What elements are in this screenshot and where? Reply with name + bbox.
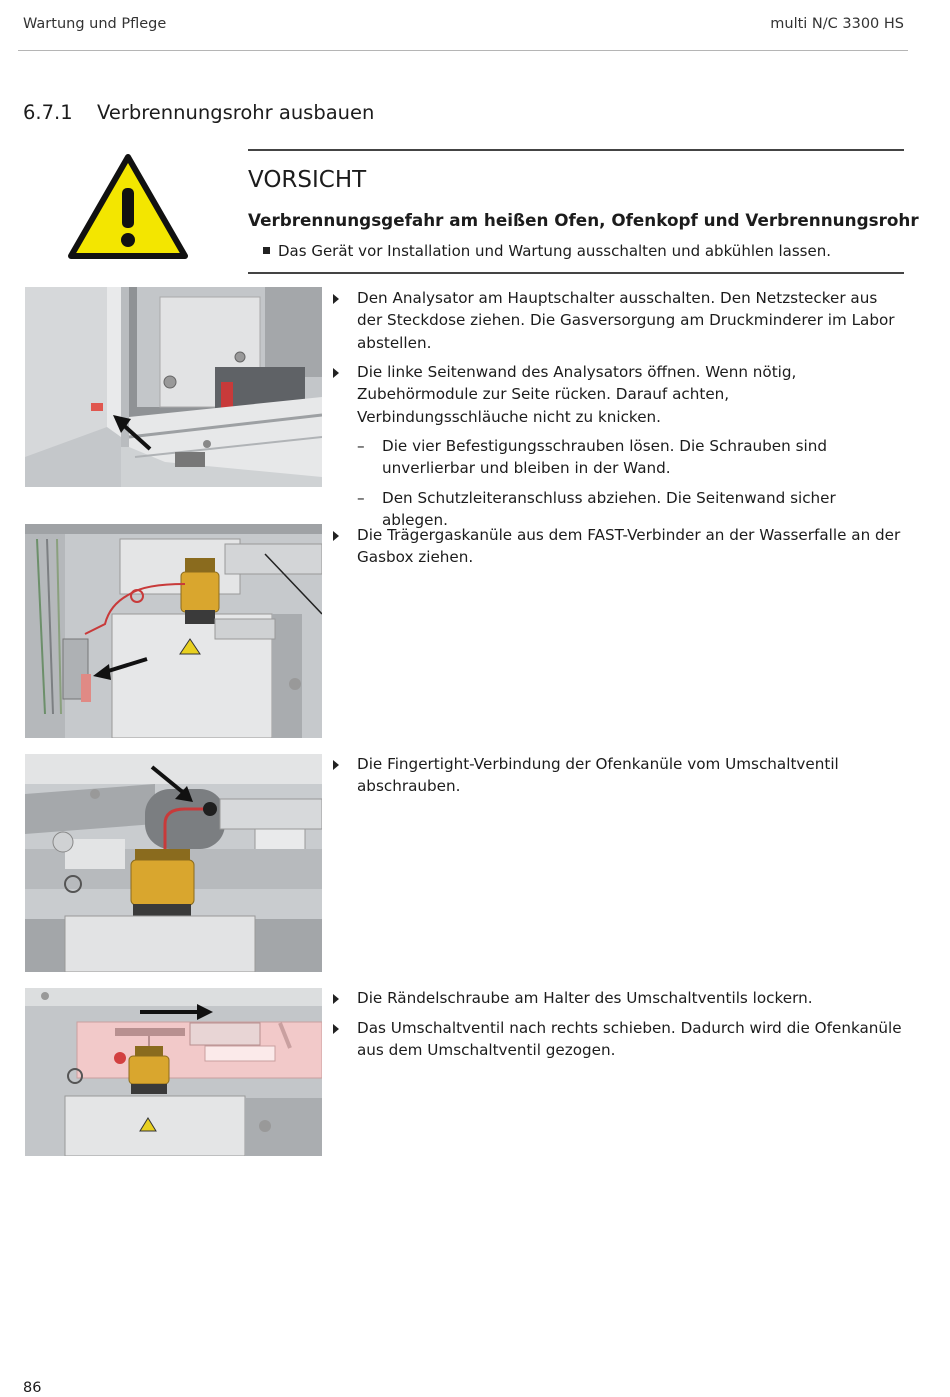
step-text: Das Umschaltventil nach rechts schieben. Dadurch wird die Ofenkanüle aus dem Umschaltventil gezogen. bbox=[357, 1019, 902, 1060]
photo-switching-valve bbox=[25, 988, 322, 1156]
step-triangle-icon bbox=[333, 294, 339, 304]
step-triangle-icon bbox=[333, 531, 339, 541]
instruction-step bbox=[357, 361, 905, 428]
page-number: 86 bbox=[23, 1380, 42, 1396]
warning-triangle-icon bbox=[68, 154, 188, 260]
photo-carrier-gas-cannula bbox=[25, 524, 322, 738]
step-text: Die Rändelschraube am Halter des Umschaltventils lockern. bbox=[357, 989, 813, 1007]
square-bullet-icon bbox=[263, 247, 270, 254]
photo-fingertight-connection bbox=[25, 754, 322, 972]
photo-side-wall bbox=[25, 287, 322, 487]
step-text: Die Fingertight-Verbindung der Ofenkanüle vom Umschaltventil abschrauben. bbox=[357, 755, 839, 796]
running-header-product: multi N/C 3300 HS bbox=[770, 16, 904, 32]
warning-top-rule bbox=[248, 149, 904, 151]
warning-bullet bbox=[263, 242, 831, 260]
instruction-step bbox=[357, 987, 905, 1009]
warning-bottom-rule bbox=[248, 272, 904, 274]
warning-subheading: Verbrennungsgefahr am heißen Ofen, Ofenkopf und Verbrennungsrohr bbox=[248, 210, 919, 230]
dash-marker: – bbox=[357, 489, 365, 507]
instruction-step bbox=[357, 753, 905, 798]
section-number: 6.7.1 bbox=[23, 101, 73, 124]
instruction-step bbox=[357, 524, 905, 569]
substep-text: Den Schutzleiteranschluss abziehen. Die Seitenwand sicher ablegen. bbox=[382, 489, 836, 530]
dash-marker: – bbox=[357, 437, 365, 455]
instruction-substep bbox=[357, 435, 902, 480]
instruction-step bbox=[357, 287, 905, 354]
running-header-chapter: Wartung und Pflege bbox=[23, 16, 167, 32]
instruction-step bbox=[357, 1017, 905, 1062]
step-triangle-icon bbox=[333, 760, 339, 770]
step-triangle-icon bbox=[333, 1024, 339, 1034]
warning-heading: VORSICHT bbox=[248, 167, 367, 193]
warning-bullet-text: Das Gerät vor Installation und Wartung ausschalten und abkühlen lassen. bbox=[278, 242, 831, 260]
step-text: Die linke Seitenwand des Analysators öffnen. Wenn nötig, Zubehörmodule zur Seite rücken. Darauf achten, Verbindungsschläuche nicht zu knicken. bbox=[357, 363, 797, 426]
header-divider bbox=[18, 50, 908, 51]
step-triangle-icon bbox=[333, 368, 339, 378]
section-title: Verbrennungsrohr ausbauen bbox=[97, 101, 375, 124]
substep-text: Die vier Befestigungsschrauben lösen. Die Schrauben sind unverlierbar und bleiben in der Wand. bbox=[382, 437, 827, 478]
step-triangle-icon bbox=[333, 994, 339, 1004]
step-text: Den Analysator am Hauptschalter ausschalten. Den Netzstecker aus der Steckdose ziehen. Die Gasversorgung am Druckminderer im Labor abstellen. bbox=[357, 289, 895, 352]
step-text: Die Trägergaskanüle aus dem FAST-Verbinder an der Wasserfalle an der Gasbox ziehen. bbox=[357, 526, 901, 567]
